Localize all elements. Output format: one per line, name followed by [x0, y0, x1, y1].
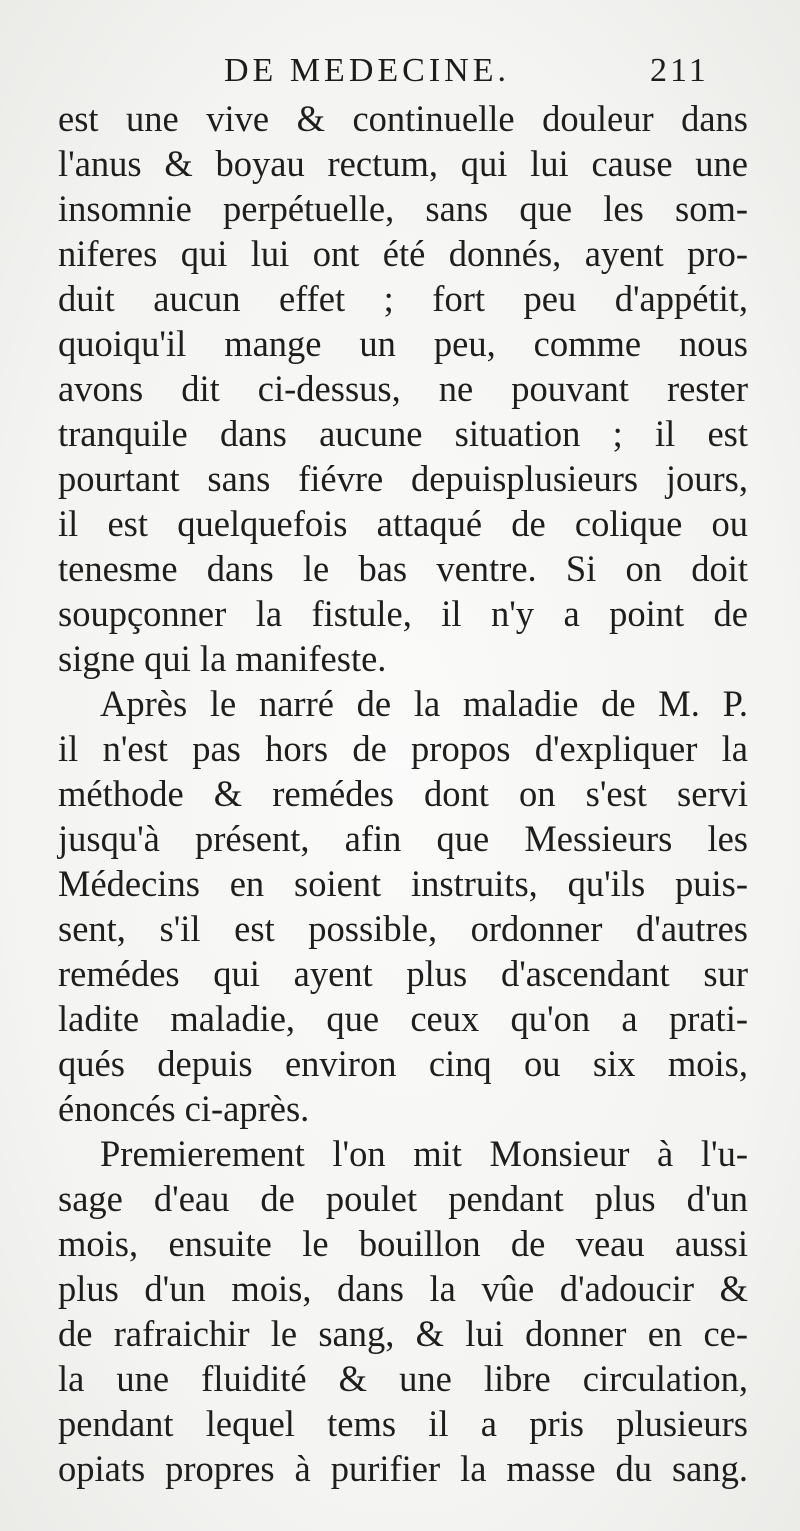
text-line: est une vive & continuelle douleur dans: [58, 98, 748, 139]
text-line: avons dit ci-dessus, ne pouvant rester: [58, 368, 748, 409]
text-line: plus d'un mois, dans la vûe d'adoucir &: [58, 1268, 748, 1309]
text-line: remédes qui ayent plus d'ascendant sur: [58, 953, 748, 994]
paragraph-first-line: Premierement l'on mit Monsieur à l'u-: [100, 1133, 748, 1174]
text-line: sage d'eau de poulet pendant plus d'un: [58, 1178, 748, 1219]
text-line: la une fluidité & une libre circulation,: [58, 1358, 748, 1399]
text-line: pendant lequel tems il a pris plusieurs: [58, 1403, 748, 1444]
text-line: tenesme dans le bas ventre. Si on doit: [58, 548, 748, 589]
text-line: il n'est pas hors de propos d'expliquer la: [58, 728, 748, 769]
text-line: Médecins en soient instruits, qu'ils puis-: [58, 863, 748, 904]
running-title: DE MEDECINE.: [224, 52, 510, 89]
text-line: mois, ensuite le bouillon de veau aussi: [58, 1223, 748, 1264]
text-line: sent, s'il est possible, ordonner d'autres: [58, 908, 748, 949]
text-line: opiats propres à purifier la masse du sang.: [58, 1448, 748, 1489]
page-number: 211: [650, 52, 709, 89]
text-line: qués depuis environ cinq ou six mois,: [58, 1043, 748, 1084]
text-line: il est quelquefois attaqué de colique ou: [58, 503, 748, 544]
text-line: niferes qui lui ont été donnés, ayent pro-: [58, 233, 748, 274]
text-line: signe qui la manifeste.: [58, 638, 387, 679]
text-line: énoncés ci-après.: [58, 1088, 310, 1129]
text-line: l'anus & boyau rectum, qui lui cause une: [58, 143, 748, 184]
text-line: tranquile dans aucune situation ; il est: [58, 413, 748, 454]
text-line: jusqu'à présent, afin que Messieurs les: [58, 818, 748, 859]
text-line: ladite maladie, que ceux qu'on a prati-: [58, 998, 748, 1039]
paragraph-first-line: Après le narré de la maladie de M. P.: [100, 683, 748, 724]
text-line: insomnie perpétuelle, sans que les som-: [58, 188, 748, 229]
text-line: duit aucun effet ; fort peu d'appétit,: [58, 278, 748, 319]
text-line: méthode & remédes dont on s'est servi: [58, 773, 748, 814]
text-line: de rafraichir le sang, & lui donner en ce-: [58, 1313, 748, 1354]
text-line: soupçonner la fistule, il n'y a point de: [58, 593, 748, 634]
text-line: pourtant sans fiévre depuisplusieurs jours,: [58, 458, 748, 499]
text-line: quoiqu'il mange un peu, comme nous: [58, 323, 748, 364]
